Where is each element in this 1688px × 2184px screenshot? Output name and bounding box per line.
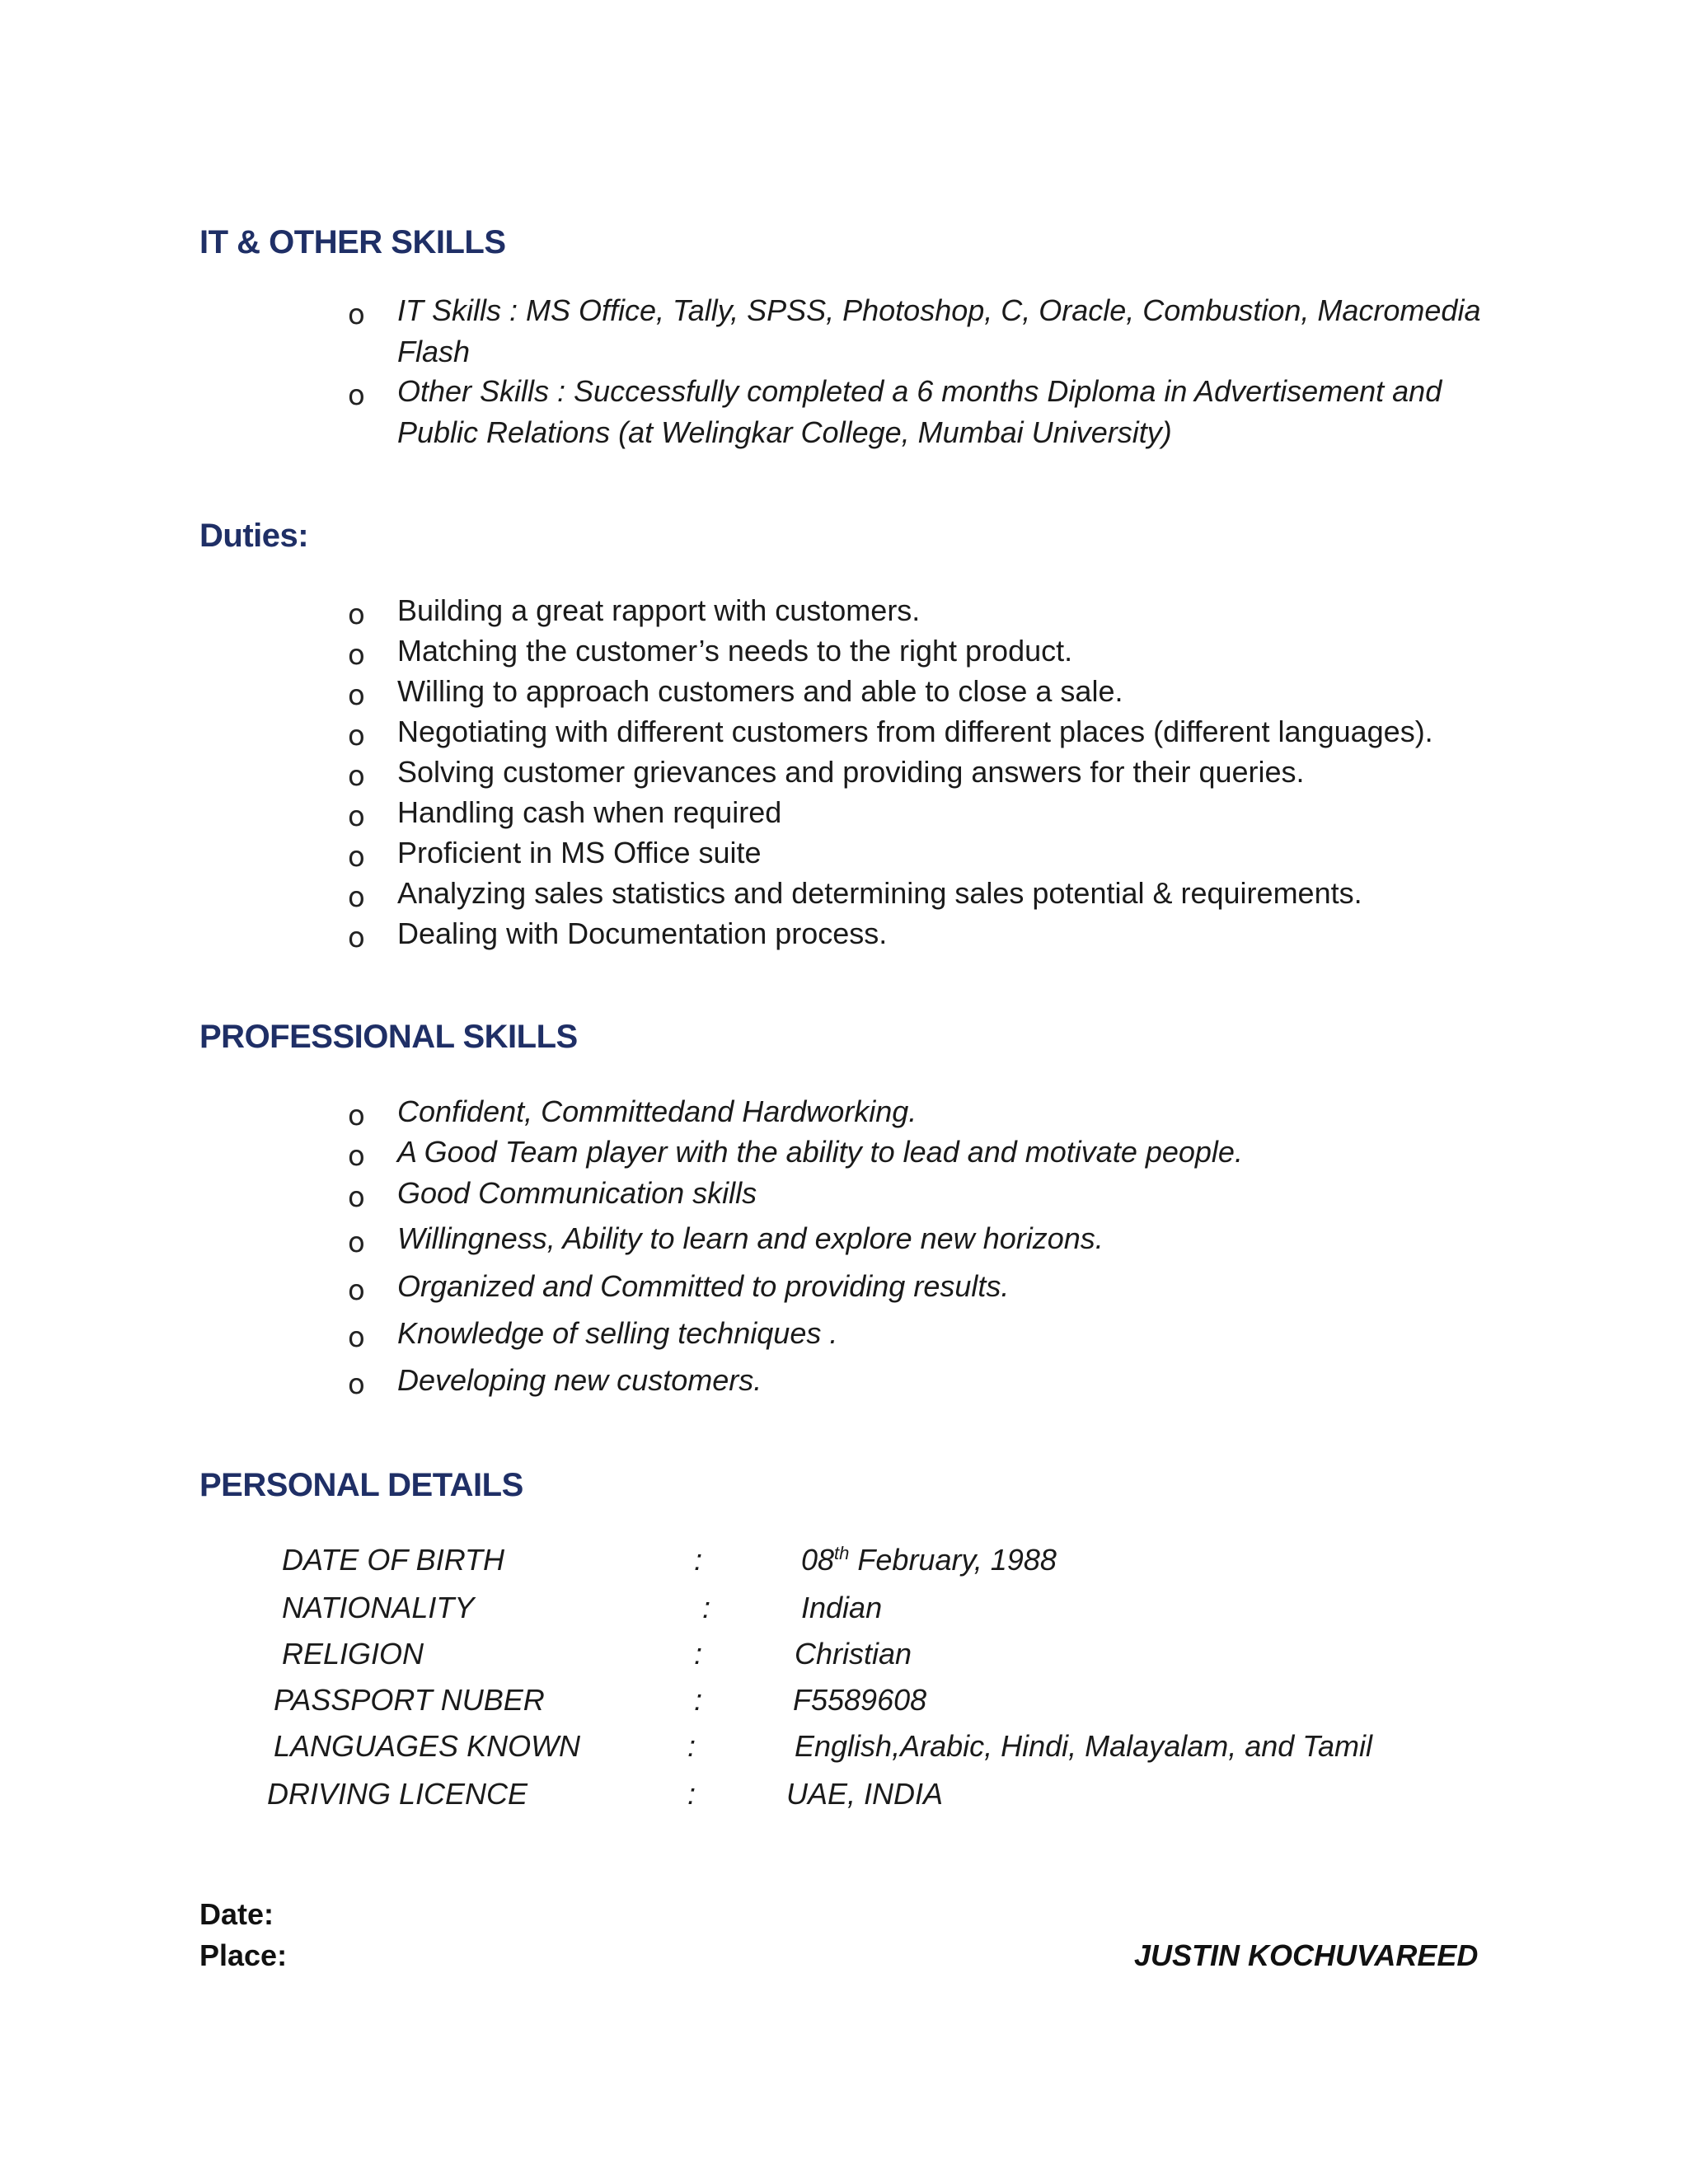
bullet-icon: o — [348, 760, 365, 793]
bullet-icon: o — [348, 379, 365, 412]
duty-text: Matching the customer’s needs to the right product. — [397, 634, 1073, 668]
detail-colon: : — [702, 1591, 711, 1624]
detail-value: Indian — [801, 1591, 883, 1624]
detail-value: Christian — [795, 1637, 912, 1671]
detail-value: F5589608 — [793, 1683, 927, 1717]
duty-text: Handling cash when required — [397, 795, 782, 829]
detail-colon: : — [694, 1637, 703, 1671]
bullet-icon: o — [348, 800, 365, 833]
bullet-icon: o — [348, 921, 365, 954]
detail-value: UAE, INDIA — [786, 1777, 944, 1811]
bullet-icon: o — [348, 598, 365, 631]
bullet-icon: o — [348, 679, 365, 712]
detail-label: NATIONALITY — [282, 1591, 475, 1624]
duty-text: Solving customer grievances and providing answers for their queries. — [397, 755, 1305, 789]
bullet-icon: o — [348, 639, 365, 672]
skill-text: Organized and Committed to providing results. — [397, 1269, 1010, 1303]
detail-label: LANGUAGES KNOWN — [274, 1729, 581, 1763]
skill-text: Knowledge of selling techniques . — [397, 1316, 838, 1350]
detail-colon: : — [694, 1543, 703, 1577]
bullet-icon: o — [348, 298, 365, 331]
bullet-icon: o — [348, 1226, 365, 1259]
bullet-icon: o — [348, 1140, 365, 1173]
it-skills-text: IT Skills : MS Office, Tally, SPSS, Photoshop, C, Oracle, Combustion, Macromedia Flash — [397, 293, 1481, 368]
detail-colon: : — [687, 1777, 696, 1811]
professional-skills-heading: PROFESSIONAL SKILLS — [199, 1019, 578, 1055]
date-label: Date: — [199, 1897, 274, 1931]
detail-colon: : — [687, 1729, 696, 1763]
place-label: Place: — [199, 1938, 288, 1972]
it-skills-heading: IT & OTHER SKILLS — [199, 224, 506, 260]
bullet-icon: o — [348, 1368, 365, 1401]
other-skills-text: Other Skills : Successfully completed a 6 months Diploma in Advertisement and Public Relations (at Welingkar College, Mumbai University) — [397, 374, 1442, 449]
bullet-icon: o — [348, 1181, 365, 1214]
duty-text: Willing to approach customers and able to close a sale. — [397, 674, 1123, 708]
detail-value: English,Arabic, Hindi, Malayalam, and Tamil — [795, 1729, 1372, 1763]
duty-text: Negotiating with different customers from different places (different languages). — [397, 715, 1433, 748]
detail-label: PASSPORT NUBER — [274, 1683, 545, 1717]
skill-text: Confident, Committedand Hardworking. — [397, 1094, 917, 1128]
personal-details-heading: PERSONAL DETAILS — [199, 1467, 523, 1503]
signature-name: JUSTIN KOCHUVAREED — [1134, 1938, 1479, 1972]
detail-label: DATE OF BIRTH — [282, 1543, 505, 1577]
skill-text: Willingness, Ability to learn and explore new horizons. — [397, 1221, 1104, 1255]
bullet-icon: o — [348, 1099, 365, 1132]
duty-text: Dealing with Documentation process. — [397, 916, 888, 950]
duty-text: Analyzing sales statistics and determining sales potential & requirements. — [397, 876, 1362, 910]
detail-label: RELIGION — [282, 1637, 424, 1671]
bullet-icon: o — [348, 841, 365, 874]
bullet-icon: o — [348, 719, 365, 752]
duty-text: Building a great rapport with customers. — [397, 593, 921, 627]
bullet-icon: o — [348, 1274, 365, 1307]
duty-text: Proficient in MS Office suite — [397, 836, 762, 869]
detail-label: DRIVING LICENCE — [267, 1777, 528, 1811]
skill-text: Developing new customers. — [397, 1363, 762, 1397]
bullet-icon: o — [348, 881, 365, 914]
skill-text: A Good Team player with the ability to lead and motivate people. — [397, 1135, 1243, 1169]
duties-heading: Duties: — [199, 518, 309, 554]
detail-value: 08th February, 1988 — [801, 1543, 1057, 1577]
skill-text: Good Communication skills — [397, 1176, 757, 1210]
detail-colon: : — [694, 1683, 703, 1717]
bullet-icon: o — [348, 1321, 365, 1354]
